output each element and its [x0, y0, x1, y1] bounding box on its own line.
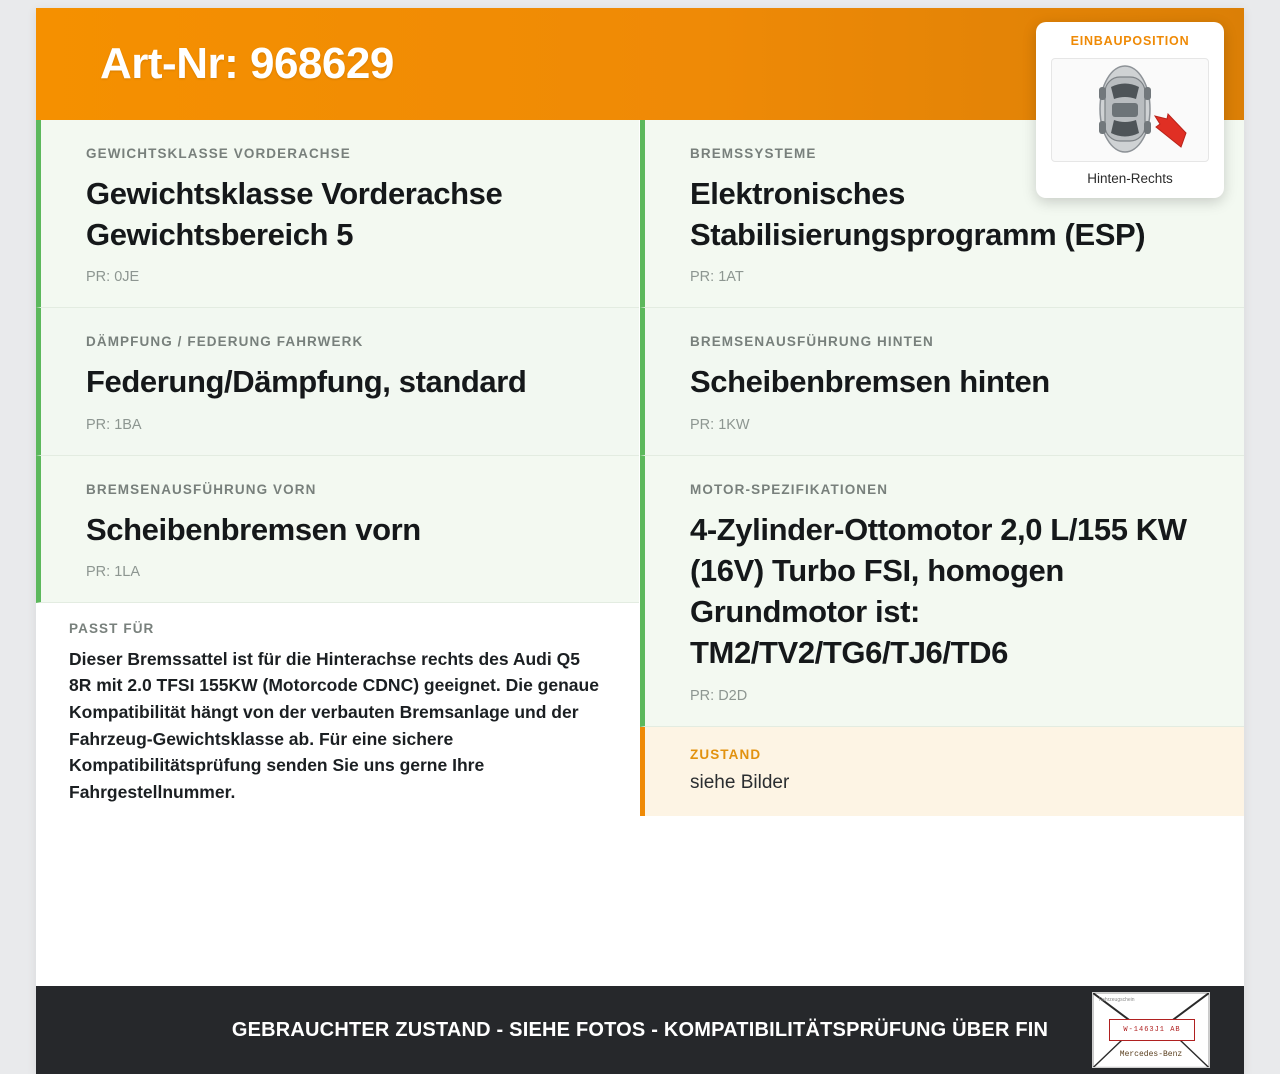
- fits-for-block: [36, 603, 639, 826]
- car-top-view-icon: [1051, 58, 1209, 162]
- page-title: Art-Nr: 968629: [100, 39, 394, 88]
- footer-bar: [36, 986, 1244, 1074]
- spec-pr-code: PR: 1LA: [86, 563, 140, 580]
- condition-label: ZUSTAND: [690, 746, 762, 762]
- spec-label: BREMSENAUSFÜHRUNG VORN: [86, 481, 317, 497]
- spec-value: Elektronisches Stabilisierungsprogramm (ESP): [690, 176, 1146, 253]
- spec-value: Scheibenbremsen hinten: [690, 364, 1050, 400]
- install-position-title: EINBAUPOSITION: [1070, 34, 1190, 48]
- spec-column-right: [640, 120, 1244, 825]
- spec-item: [36, 456, 639, 603]
- spec-value: Gewichtsklasse Vorderachse Gewichtsbereich 5: [86, 176, 503, 253]
- badge-brand: Mercedes-Benz: [1119, 1050, 1183, 1059]
- badge-plate: W-1463J1 AB: [1109, 1019, 1195, 1041]
- badge-top-text: Fahrzeugschein: [1099, 997, 1135, 1003]
- spec-item: [640, 456, 1244, 727]
- spec-value: Federung/Dämpfung, standard: [86, 364, 527, 400]
- fits-for-text: Dieser Bremssattel ist für die Hinterachse rechts des Audi Q5 8R mit 2.0 TFSI 155KW (Motorcode CDNC) geeignet. Die genaue Kompatibilität hängt von der verbauten Bremsanlage und der Fahrzeug-Gewichtsklasse ab. Für eine sichere Kompatibilitätsprüfung senden Sie uns gerne Ihre Fahrgestellnummer.: [69, 648, 599, 802]
- footer-text: GEBRAUCHTER ZUSTAND - SIEHE FOTOS - KOMPATIBILITÄTSPRÜFUNG ÜBER FIN: [231, 1018, 1049, 1041]
- spec-pr-code: PR: 0JE: [86, 269, 140, 286]
- condition-block: [640, 727, 1244, 816]
- spec-item: [640, 308, 1244, 455]
- spec-label: DÄMPFUNG / FEDERUNG FAHRWERK: [86, 334, 364, 350]
- spec-column-left: [36, 120, 640, 825]
- spec-grid: [36, 120, 1244, 825]
- spec-value: Scheibenbremsen vorn: [86, 511, 421, 547]
- listing-sheet: [36, 8, 1244, 1074]
- spec-label: MOTOR-SPEZIFIKATIONEN: [690, 481, 889, 497]
- spec-label: BREMSSYSTEME: [690, 146, 817, 161]
- spec-value: 4-Zylinder-Ottomotor 2,0 L/155 KW (16V) Turbo FSI, homogen Grundmotor ist: TM2/TV2/TG6/TJ6/TD6: [690, 511, 1187, 671]
- spec-item: [36, 120, 639, 308]
- spec-label: BREMSENAUSFÜHRUNG HINTEN: [690, 334, 934, 350]
- spec-item: [36, 308, 639, 455]
- install-position-caption: Hinten-Rechts: [1087, 171, 1173, 186]
- position-arrow-icon: [1155, 114, 1186, 147]
- fits-for-label: PASST FÜR: [69, 620, 155, 636]
- install-position-card: [1036, 22, 1224, 198]
- spec-pr-code: PR: 1BA: [86, 416, 142, 433]
- spec-pr-code: PR: 1AT: [690, 269, 744, 286]
- spec-pr-code: PR: D2D: [690, 687, 748, 704]
- condition-value: siehe Bilder: [690, 771, 790, 793]
- spec-label: GEWICHTSKLASSE VORDERACHSE: [86, 146, 351, 161]
- spec-pr-code: PR: 1KW: [690, 416, 750, 433]
- vehicle-document-badge: [1092, 992, 1210, 1068]
